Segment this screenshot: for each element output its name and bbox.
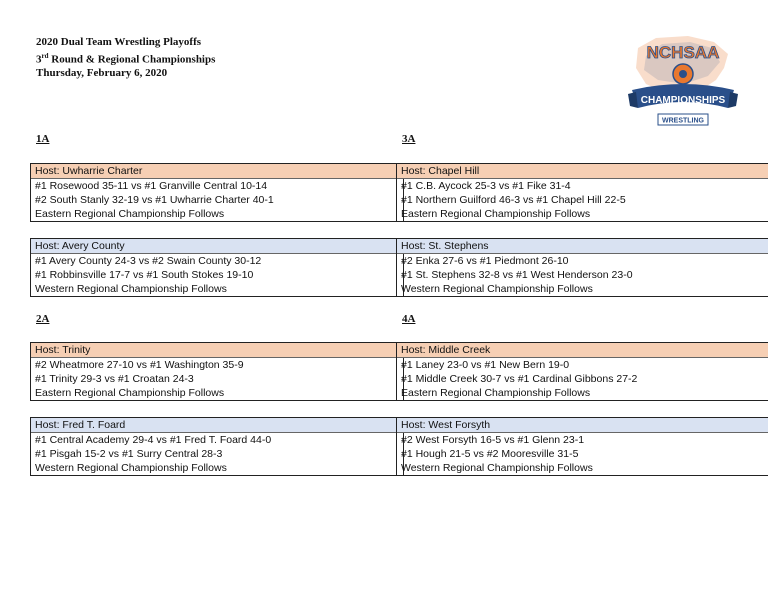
section-label-2a: 2A (36, 313, 50, 325)
section-label-3a: 3A (402, 133, 416, 145)
match-box-3a-west (396, 238, 768, 297)
championship-note: Eastern Regional Championship Follows (401, 387, 591, 399)
match-row: #1 C.B. Aycock 25-3 vs #1 Fike 31-4 (401, 180, 571, 192)
match-row: #1 Pisgah 15-2 vs #1 Surry Central 28-3 (35, 448, 223, 460)
match-box-4a-west (396, 417, 768, 476)
match-row: #1 Rosewood 35-11 vs #1 Granville Central 10-14 (35, 180, 268, 192)
championship-note: Western Regional Championship Follows (35, 283, 227, 295)
match-box-4a-east (396, 342, 768, 401)
match-box-3a-east (396, 163, 768, 222)
match-row: #1 Avery County 24-3 vs #2 Swain County 30-12 (35, 255, 262, 267)
championship-note: Eastern Regional Championship Follows (401, 208, 591, 220)
championship-note: Western Regional Championship Follows (35, 462, 227, 474)
document-subtitle: 3rd Round & Regional Championships (36, 51, 216, 66)
match-row: #2 Enka 27-6 vs #1 Piedmont 26-10 (401, 255, 569, 267)
host-label: Host: Avery County (31, 239, 403, 254)
match-row: #2 West Forsyth 16-5 vs #1 Glenn 23-1 (401, 434, 585, 446)
nchsaa-championships-logo (628, 34, 738, 134)
match-row: #1 Northern Guilford 46-3 vs #1 Chapel Hill 22-5 (401, 194, 626, 206)
host-label: Host: Trinity (31, 343, 403, 358)
document-header (36, 36, 215, 80)
host-label: Host: St. Stephens (397, 239, 768, 254)
match-row: #1 Hough 21-5 vs #2 Mooresville 31-5 (401, 448, 579, 460)
match-row: #2 South Stanly 32-19 vs #1 Uwharrie Charter 40-1 (35, 194, 274, 206)
host-label: Host: Uwharrie Charter (31, 164, 403, 179)
match-row: #1 Trinity 29-3 vs #1 Croatan 24-3 (35, 373, 194, 385)
championship-note: Eastern Regional Championship Follows (35, 387, 225, 399)
host-label: Host: Middle Creek (397, 343, 768, 358)
match-box-2a-east (30, 342, 404, 401)
host-label: Host: Chapel Hill (397, 164, 768, 179)
match-row: #1 Robbinsville 17-7 vs #1 South Stokes 19-10 (35, 269, 254, 281)
match-row: #1 Middle Creek 30-7 vs #1 Cardinal Gibbons 27-2 (401, 373, 638, 385)
document-date: Thursday, February 6, 2020 (36, 66, 168, 79)
match-row: #1 Laney 23-0 vs #1 New Bern 19-0 (401, 359, 570, 371)
championship-note: Western Regional Championship Follows (401, 462, 593, 474)
match-box-1a-west (30, 238, 404, 297)
section-label-4a: 4A (402, 313, 416, 325)
host-label: Host: West Forsyth (397, 418, 768, 433)
section-label-1a: 1A (36, 133, 50, 145)
championship-note: Western Regional Championship Follows (401, 283, 593, 295)
host-label: Host: Fred T. Foard (31, 418, 403, 433)
svg-text:NCHSAA: NCHSAA (646, 43, 720, 62)
svg-text:CHAMPIONSHIPS: CHAMPIONSHIPS (640, 95, 726, 106)
svg-text:WRESTLING: WRESTLING (662, 117, 704, 125)
championship-note: Eastern Regional Championship Follows (35, 208, 225, 220)
match-box-2a-west (30, 417, 404, 476)
match-row: #2 Wheatmore 27-10 vs #1 Washington 35-9 (35, 359, 244, 371)
match-row: #1 St. Stephens 32-8 vs #1 West Henderson 23-0 (401, 269, 633, 281)
match-row: #1 Central Academy 29-4 vs #1 Fred T. Foard 44-0 (35, 434, 272, 446)
document-title: 2020 Dual Team Wrestling Playoffs (36, 36, 202, 48)
match-box-1a-east (30, 163, 404, 222)
